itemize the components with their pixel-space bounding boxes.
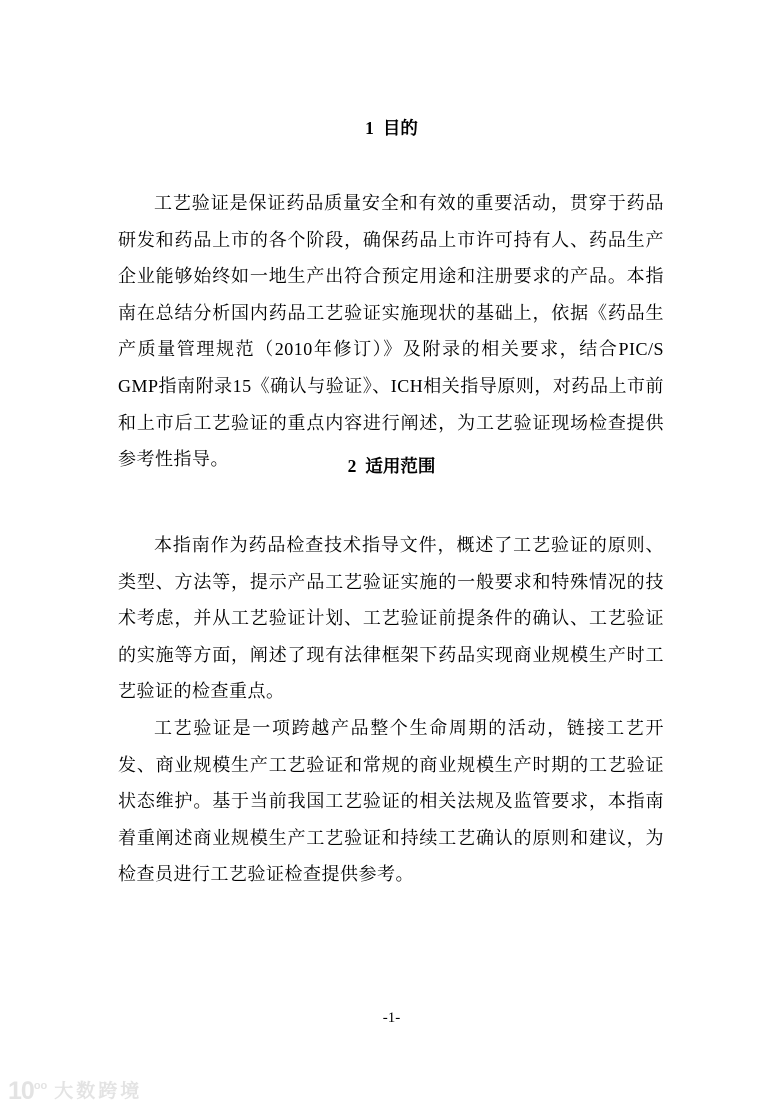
section-2-number: 2 — [347, 456, 357, 476]
section-2-title: 适用范围 — [365, 456, 436, 476]
section-2-paragraph-2: 工艺验证是一项跨越产品整个生命周期的活动，链接工艺开发、商业规模生产工艺验证和常规的商业规模生产时期的工艺验证状态维护。基于当前我国工艺验证的相关法规及监管要求，本指南着重阐述商业规模生产工艺验证和持续工艺确认的原则和建议，为检查员进行工艺验证检查提供参考。 — [118, 717, 664, 885]
watermark-logo-icon: $10^{oo}$ — [8, 1077, 48, 1105]
section-1-heading — [0, 119, 783, 138]
section-2-paragraph-1: 本指南作为药品检查技术指导文件，概述了工艺验证的原则、类型、方法等，提示产品工艺验证实施的一般要求和特殊情况的技术考虑，并从工艺验证计划、工艺验证前提条件的确认、工艺验证的实施等方面，阐述了现有法律框架下药品实现商业规模生产时工艺验证的检查重点。 — [118, 535, 664, 702]
section-1-number: 1 — [365, 118, 374, 138]
section-1-title: 目的 — [382, 118, 418, 138]
section-2-body — [118, 527, 664, 893]
watermark — [8, 1074, 142, 1104]
page-number: -1- — [382, 1010, 401, 1026]
section-1-paragraph: 工艺验证是保证药品质量安全和有效的重要活动，贯穿于药品研发和药品上市的各个阶段，确保药品上市许可持有人、药品生产企业能够始终如一地生产出符合预定用途和注册要求的产品。本指南在总结分析国内药品工艺验证实施现状的基础上，依据《药品生产质量管理规范（2010年修订）》及附录的相关要求，结合PIC/S GMP指南附录15《确认与验证》、ICH相关指导原则，对药品上市前和上市后工艺验证的重点内容进行阐述，为工艺验证现场检查提供参考性指导。 — [118, 193, 664, 470]
watermark-brand-label: 大数跨境 — [54, 1080, 143, 1102]
section-2-heading — [0, 457, 783, 476]
